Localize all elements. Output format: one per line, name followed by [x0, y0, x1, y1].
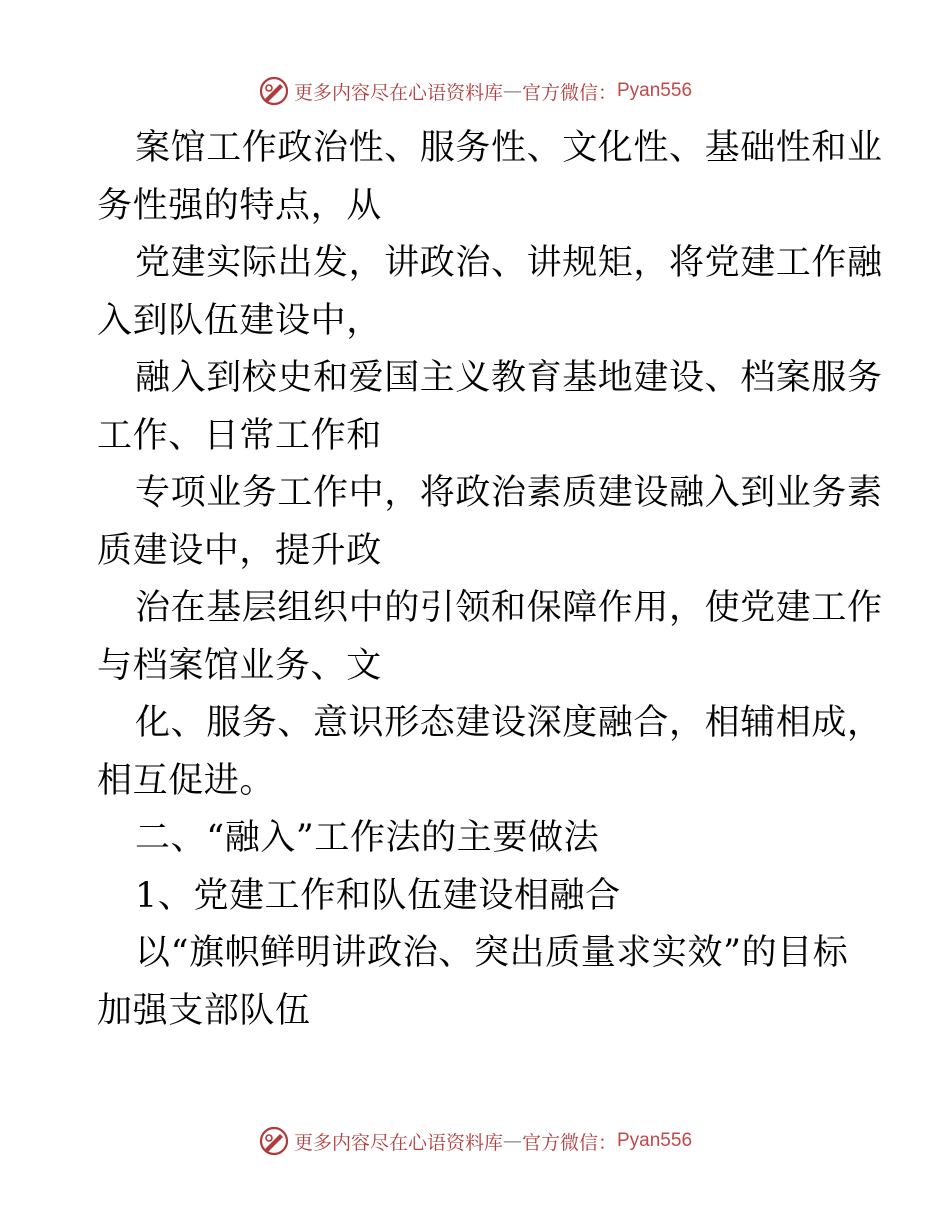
pen-logo-icon [258, 1125, 290, 1157]
text-line: 工作、日常工作和 [97, 415, 382, 456]
text-line: 质建设中，提升政 [97, 530, 382, 571]
text-line: 入到队伍建设中， [97, 300, 382, 341]
text-line: 以“旗帜鲜明讲政治、突出质量求实效”的目标 [135, 933, 849, 973]
text-line: 治在基层组织中的引领和保障作用，使党建工作 [135, 588, 883, 628]
text-line: 相互促进。 [97, 760, 276, 801]
text-line: 案馆工作政治性、服务性、文化性、基础性和业 [135, 128, 883, 168]
watermark-label: 官方微信： [521, 1131, 617, 1154]
text-line: 专项业务工作中，将政治素质建设融入到业务素 [135, 473, 883, 513]
text-line: 融入到校史和爱国主义教育基地建设、档案服务 [135, 358, 883, 398]
text-line: 与档案馆业务、文 [97, 645, 382, 686]
watermark-dash: — [502, 80, 522, 102]
document-body [97, 120, 883, 1040]
watermark-contact: Pyan556 [617, 1130, 693, 1151]
header-watermark [0, 71, 950, 111]
text-line: 加强支部队伍 [97, 990, 311, 1031]
section-heading: 二、“融入”工作法的主要做法 [135, 818, 600, 858]
watermark-contact: Pyan556 [617, 80, 693, 101]
footer-watermark [0, 1121, 950, 1161]
watermark-dash: — [502, 1130, 522, 1152]
pen-logo-icon [258, 75, 290, 107]
text-line: 化、服务、意识形态建设深度融合，相辅相成， [135, 703, 883, 743]
subsection-heading: 1、党建工作和队伍建设相融合 [135, 875, 621, 916]
text-line: 务性强的特点，从 [97, 185, 382, 226]
watermark-label: 官方微信： [521, 81, 617, 104]
watermark-text: 更多内容尽在心语资料库 [293, 1131, 503, 1154]
watermark-text: 更多内容尽在心语资料库 [293, 81, 503, 104]
text-line: 党建实际出发，讲政治、讲规矩，将党建工作融 [135, 243, 883, 283]
